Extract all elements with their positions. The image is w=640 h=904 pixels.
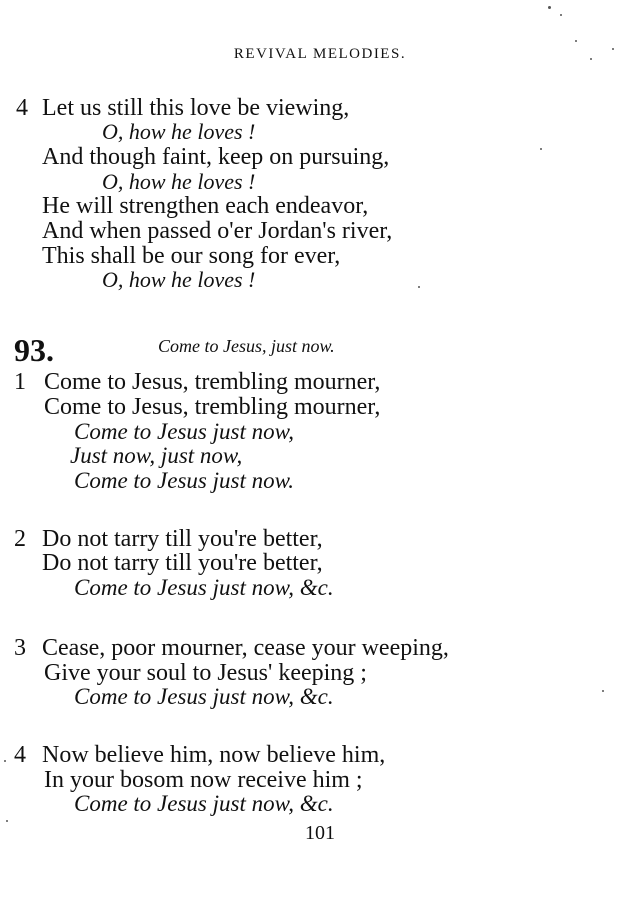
scan-speck bbox=[602, 690, 604, 692]
verse-line: Give your soul to Jesus' keeping ; bbox=[44, 660, 367, 686]
refrain-line: Come to Jesus just now, &c. bbox=[74, 684, 334, 709]
verse-number: 2 bbox=[14, 526, 26, 552]
refrain-line: Come to Jesus just now. bbox=[74, 468, 294, 493]
verse-line: Come to Jesus, trembling mourner, bbox=[44, 369, 381, 395]
verse-line: Do not tarry till you're better, bbox=[42, 526, 323, 552]
refrain-line: O, how he loves ! bbox=[102, 267, 256, 292]
verse-line: Let us still this love be viewing, bbox=[42, 95, 350, 121]
scan-speck bbox=[612, 48, 614, 50]
hymn-title: Come to Jesus, just now. bbox=[158, 336, 335, 356]
verse-line: And though faint, keep on pursuing, bbox=[42, 144, 390, 170]
refrain-line: O, how he loves ! bbox=[102, 169, 256, 194]
scan-speck bbox=[560, 14, 562, 16]
scan-speck bbox=[540, 148, 542, 150]
verse-line: This shall be our song for ever, bbox=[42, 243, 341, 269]
verse-line: He will strengthen each endeavor, bbox=[42, 193, 369, 219]
scan-speck bbox=[418, 286, 420, 288]
refrain-line: Come to Jesus just now, bbox=[74, 419, 294, 444]
scan-speck bbox=[575, 40, 577, 42]
page-number: 101 bbox=[305, 822, 335, 844]
verse-number: 3 bbox=[14, 635, 26, 661]
running-header: REVIVAL MELODIES. bbox=[233, 46, 407, 62]
scan-speck bbox=[548, 6, 551, 9]
verse-line: Do not tarry till you're better, bbox=[42, 550, 323, 576]
scan-speck bbox=[4, 760, 6, 762]
hymn-number: 93. bbox=[14, 332, 54, 368]
verse-number: 4 bbox=[14, 742, 26, 768]
refrain-line: Come to Jesus just now, &c. bbox=[74, 791, 334, 816]
refrain-line: Come to Jesus just now, &c. bbox=[74, 575, 334, 600]
verse-line: Now believe him, now believe him, bbox=[42, 742, 386, 768]
verse-line: In your bosom now receive him ; bbox=[44, 767, 363, 793]
verse-line: Cease, poor mourner, cease your weeping, bbox=[42, 635, 449, 661]
verse-line: Come to Jesus, trembling mourner, bbox=[44, 394, 381, 420]
verse-number: 4 bbox=[16, 95, 28, 121]
scan-speck bbox=[590, 58, 592, 60]
refrain-line: O, how he loves ! bbox=[102, 119, 256, 144]
scan-speck bbox=[6, 820, 8, 822]
verse-line: And when passed o'er Jordan's river, bbox=[42, 218, 393, 244]
verse-number: 1 bbox=[14, 369, 26, 395]
refrain-line: Just now, just now, bbox=[70, 443, 243, 468]
